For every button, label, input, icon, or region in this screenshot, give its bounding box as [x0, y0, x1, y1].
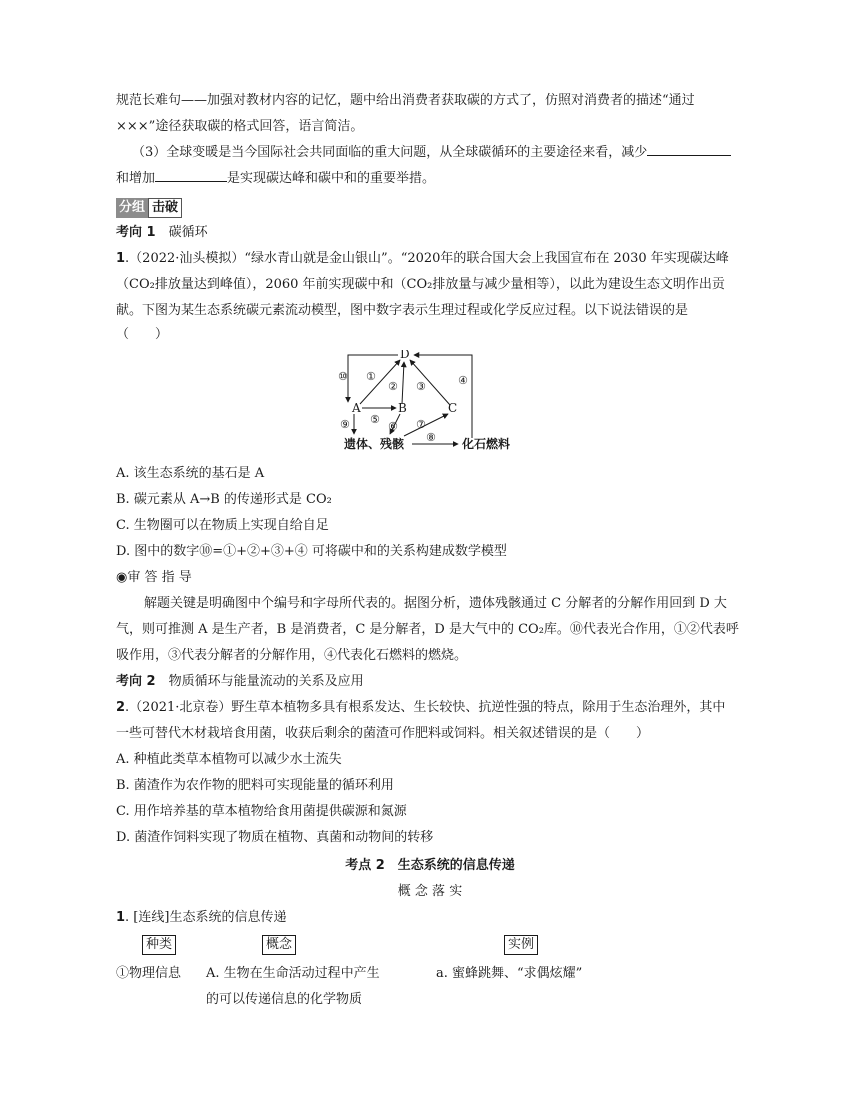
row-concept[interactable]: A. 生物在生命活动过程中产生: [206, 966, 380, 981]
direction-2-heading: 考向 2 物质循环与能量流动的关系及应用: [116, 674, 364, 689]
label-7: ⑦: [416, 418, 426, 431]
question-1: 1.（2022·汕头模拟）“绿水青山就是金山银山”。“2020年的联合国大会上我国宣布在 2030 年实现碳达峰: [116, 251, 729, 266]
node-a: A: [352, 401, 361, 415]
node-d: D: [400, 350, 410, 361]
section-tag: 分组 击破: [116, 198, 182, 218]
option-d[interactable]: D. 菌渣作饲料实现了物质在植物、真菌和动物间的转移: [116, 830, 434, 845]
option-a[interactable]: A. 种植此类草本植物可以减少水土流失: [116, 752, 342, 767]
question-1-line: 献。下图为某生态系统碳元素流动模型，图中数字表示生理过程或化学反应过程。以下说法错误的是: [116, 303, 689, 318]
question-2: 2.（2021·北京卷）野生草本植物多具有根系发达、生长较快、抗逆性强的特点，除用于生态治理外，其中: [116, 700, 726, 715]
guide-text: 解题关键是明确图中个编号和字母所代表的。据图分析，遗体残骸通过 C 分解者的分解作用回到 D 大: [144, 596, 727, 611]
option-a[interactable]: A. 该生态系统的基石是 A: [116, 466, 265, 481]
guide-text: 气，则可推测 A 是生产者，B 是消费者，C 是分解者，D 是大气中的 CO₂库。⑩代表光合作用，①②代表呼: [116, 622, 739, 637]
row-example[interactable]: a. 蜜蜂跳舞、“求偶炫耀”: [436, 966, 583, 981]
carbon-cycle-diagram: [324, 350, 544, 455]
remains-label: 遗体、残骸: [344, 437, 405, 451]
answer-blank[interactable]: [155, 167, 227, 182]
label-8: ⑧: [426, 431, 436, 444]
option-b[interactable]: B. 碳元素从 A→B 的传递形式是 CO₂: [116, 492, 332, 507]
intro-line: 规范长难句——加强对教材内容的记忆，题中给出消费者获取碳的方式了，仿照对消费者的描述“通过: [116, 93, 695, 108]
option-d[interactable]: D. 图中的数字⑩=①+②+③+④ 可将碳中和的关系构建成数学模型: [116, 544, 507, 559]
question-3-cont: 和增加 是实现碳达峰和碳中和的重要举措。: [116, 166, 744, 192]
label-5: ⑤: [370, 413, 380, 426]
node-c: C: [448, 401, 458, 415]
intro-line: ×××”途径获取碳的格式回答，语言简洁。: [116, 119, 364, 134]
answer-paren: （ ）: [116, 327, 169, 342]
guide-title: ◉审 答 指 导: [116, 570, 192, 585]
label-1: ①: [366, 370, 376, 383]
label-6: ⑥: [388, 420, 398, 433]
header-example: 实例: [504, 935, 538, 955]
row-kind[interactable]: ①物理信息: [116, 966, 182, 981]
page-content: [116, 88, 744, 1013]
option-c[interactable]: C. 用作培养基的草本植物给食用菌提供碳源和氮源: [116, 804, 407, 819]
concept-question-1: 1. [连线]生态系统的信息传递: [116, 910, 287, 925]
question-1-line: （CO₂排放量达到峰值），2060 年前实现碳中和（CO₂排放量与减少量相等），以此为建设生态文明作出贡: [116, 277, 725, 292]
concept-title: 概 念 落 实: [397, 884, 463, 899]
question-2-line: 一些可替代木材栽培食用菌，收获后剩余的菌渣可作肥料或饲料。相关叙述错误的是（ ）: [116, 726, 650, 741]
section-title: 考点 2 生态系统的信息传递: [345, 858, 515, 873]
matching-row-cont: [116, 987, 744, 1013]
question-3: （3）全球变暖是当今国际社会共同面临的重大问题，从全球碳循环的主要途径来看，减少: [116, 140, 744, 166]
header-concept: 概念: [262, 935, 296, 955]
header-kind: 种类: [142, 935, 176, 955]
label-9: ⑨: [340, 418, 350, 431]
label-4: ④: [458, 374, 468, 387]
option-b[interactable]: B. 菌渣作为农作物的肥料可实现能量的循环利用: [116, 778, 394, 793]
guide-text: 吸作用，③代表分解者的分解作用，④代表化石燃料的燃烧。: [116, 648, 468, 663]
matching-row: [116, 961, 744, 987]
option-c[interactable]: C. 生物圈可以在物质上实现自给自足: [116, 518, 329, 533]
fuel-label: 化石燃料: [462, 437, 511, 451]
direction-1-heading: 考向 1 碳循环: [116, 225, 208, 240]
answer-blank[interactable]: [647, 141, 731, 156]
matching-table-header: [116, 931, 744, 957]
node-b: B: [398, 401, 407, 415]
label-3: ③: [416, 380, 426, 393]
label-2: ②: [388, 380, 398, 393]
row-concept-cont: 的可以传递信息的化学物质: [206, 992, 363, 1007]
label-10: ⑩: [338, 370, 348, 383]
